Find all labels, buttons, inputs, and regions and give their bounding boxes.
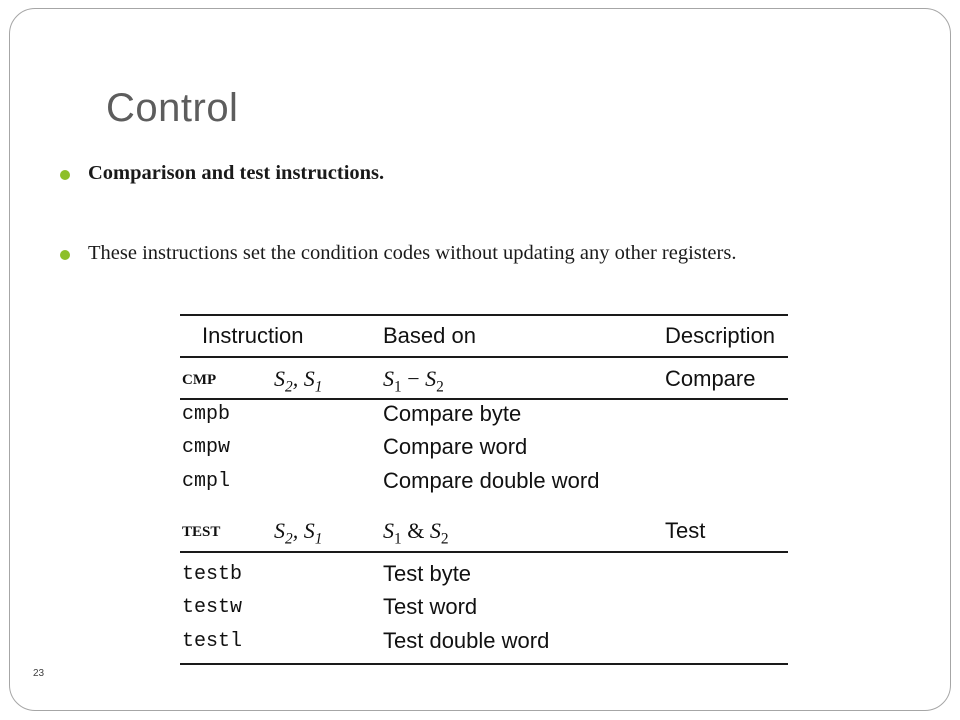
instruction-table <box>180 314 788 666</box>
group-description: Test <box>665 518 706 543</box>
table-cell-based-on: Compare word <box>383 434 528 459</box>
table-cell-based-on: Test byte <box>383 561 472 586</box>
table-cell-instruction: testb <box>182 563 243 586</box>
header-based-on: Based on <box>383 323 476 348</box>
header-instruction: Instruction <box>202 323 304 348</box>
bullet-dot-icon <box>60 250 70 260</box>
operands: $S_2$, $S_1$ <box>274 366 323 396</box>
table-cell-based-on: Compare double word <box>383 468 600 493</box>
table-cell-instruction: testl <box>182 630 243 653</box>
operands: $S_2$, $S_1$ <box>274 518 323 548</box>
table-cell-instruction: cmpb <box>182 403 231 426</box>
bullet-text: Comparison and test instructions. <box>88 162 385 184</box>
cmp-group-rule <box>180 398 788 400</box>
table-cell-instruction: testw <box>182 596 243 619</box>
group-description: Compare <box>665 366 756 391</box>
based-on-expression: $S_1$ & $S_2$ <box>383 518 449 548</box>
bullet-dot-icon <box>60 170 70 180</box>
table-cell-based-on: Test double word <box>383 628 550 653</box>
based-on-expression: $S_1 - S_2$ <box>383 366 444 396</box>
bullet-text: These instructions set the condition codes without updating any other registers. <box>88 242 737 264</box>
header-rule <box>180 356 788 358</box>
slide-title: Control <box>106 86 239 130</box>
table-top-rule <box>180 314 788 316</box>
table-cell-based-on: Test word <box>383 594 478 619</box>
table-bottom-rule <box>180 663 788 665</box>
table-cell-based-on: Compare byte <box>383 401 522 426</box>
table-cell-instruction: cmpw <box>182 436 231 459</box>
header-description: Description <box>665 323 776 348</box>
test-group-rule <box>180 551 788 553</box>
group-name: TEST <box>182 524 221 540</box>
page-number: 23 <box>33 668 45 679</box>
table-cell-instruction: cmpl <box>182 470 231 493</box>
group-name: CMP <box>182 372 217 388</box>
